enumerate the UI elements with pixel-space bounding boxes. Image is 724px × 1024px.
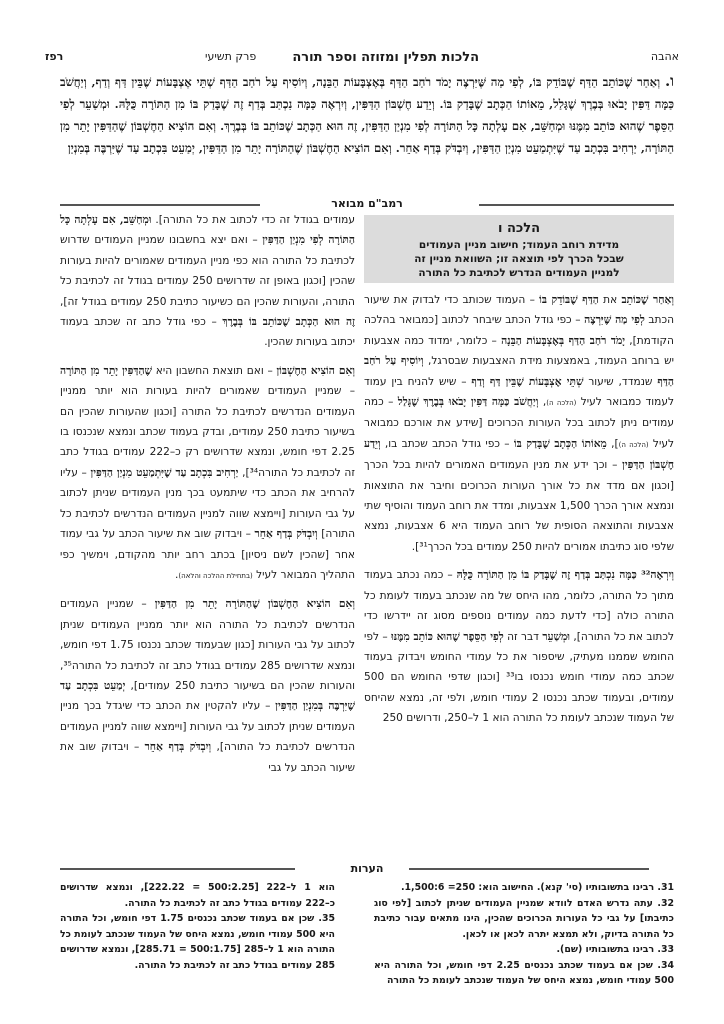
header-section: אהבה (650, 50, 679, 63)
quoted-text: וְאַחַר שֶׁכּוֹתֵב (621, 294, 674, 306)
footnote: 31. רבינו בתשובותיו (סי' קנא). החישוב הוא: 250= 1,500:6. (400, 882, 674, 893)
halacha-box-title: הלכה ו (497, 221, 541, 236)
quoted-text: וּמְחַשֵּׁב, אִם עָלְתָה כָּל הַתּוֹרָה לְפִי מִנְיַן הַדַּפִּין (60, 214, 355, 247)
notes-divider (60, 862, 674, 876)
explanation-text: . (175, 568, 179, 581)
commentary-paragraph (60, 594, 355, 778)
commentary-right-column (364, 290, 674, 729)
commentary-left-column (60, 210, 355, 778)
explanation-text: את (598, 294, 622, 306)
quoted-text: שֶׁהַדַּפִּין יָתֵר מִן הַתּוֹרָה (60, 364, 153, 377)
page-header (45, 50, 679, 66)
explanation-text: – כפי גודל הכתב שיבחר לכתוב [כמבואר בהלכה הקודמת], (364, 314, 674, 347)
explanation-text: – כמה נכתב בעמוד מתוך כל התורה, כלומר, מהו היחס של מה שנכתב בעמוד לעומת כל התורה כולה [כדי לדעת כמה עמודים נוספים מסוג זה יידרשו כדי לכתוב את כל התורה], (364, 569, 674, 643)
explanation-text: – העמוד שכותב כדי לבדוק את שיעור הכתב (364, 294, 674, 327)
subtitle-line: שבכל הכרך לפי תוצאה זו; השוואת מניין זה (414, 253, 624, 265)
header-page-number: רפז (45, 50, 64, 63)
halacha-summary-box (364, 215, 674, 283)
quoted-text: וְיוֹסִיף עַל רֹחַב הַדַּף (364, 355, 674, 388)
quoted-text: וְיִבְדֹּק בְּדַף אַחֵר (144, 741, 212, 754)
explanation-text: – כלומר, ימדוד כמה אצבעות יש ברוחב העמוד, באמצעות מידת האצבעות שבסרגל, (364, 334, 674, 368)
explanation-text: – ואם תוצאת החשבון היא (152, 364, 277, 377)
mishneh-body: וְאַחַר שֶׁכּוֹתֵב הַדַּף שֶׁבּוֹדֵק בּוֹ, לְפִי מַה שֶּׁיִּרְצֶה יָמֹד רֹחַב הַדַּף בְּאֶצְבָּעוֹת הַבֵּנָה, וְיוֹסִיף עַל רֹחַב הַדַּף שְׁתֵּי אֶצְבָּעוֹת שֶׁבֵּין דַּף וְדַף, וְיַחֲשֹׁב כַּמָּה דַּפִּין יָבֹאוּ בְּבֶרֶךְ שֶׁגָּלַל, מֵאוֹתוֹ הַכְּתָב שֶׁבָּדַק בּוֹ. וְיֵדַע חֶשְׁבּוֹן הַדַּפִּין, וְיִרְאֶה כַּמָּה נִכְתַּב בְּדַף זֶה שֶׁבָּדַק בּוֹ מִן הַתּוֹרָה כֻּלָּהּ. וּמְשַׁעֵר לְפִי הַסֵּפֶר שֶׁהוּא כּוֹתֵב מִמֶּנּוּ וּמְחַשֵּׁב, אִם עָלְתָה כָּל הַתּוֹרָה לְפִי מִנְיַן הַדַּפִּין, זֶה הוּא הַכְּתָב שֶׁכּוֹתֵב בּוֹ בְּבֶרֶךְ. וְאִם הוֹצִיא הַחֶשְׁבּוֹן שֶׁהַדַּפִּין יָתֵר מִן הַתּוֹרָה, יַרְחִיב בִּכְתָב עַד שֶׁיִּתְמַעֵט מִנְיַן הַדַּפִּין, וְיִבְדֹּק בְּדַף אַחֵר. וְאִם הוֹצִיא הַחֶשְׁבּוֹן שֶׁהַתּוֹרָה יָתֵר מִן הַדַּפִּין, יְמַעֵט בִּכְתָב עַד שֶׁיִּרְבֶּה בְּמִנְיַן (60, 75, 674, 155)
footnote: 34. שכן אם בעמוד שכתב נכנסים 2.25 דפי חומש, וכל התורה היא 500 עמודי חומש, נמצא היחס של העמוד שנכתב לעומת כל התורה (374, 959, 675, 986)
explanation-text: – שמניין העמודים שאמורים להיות בעורות הוא יותר ממניין העמודים הנדרשים לכתיבת כל התורה [וכגון שהעורות שהכין הם בשיעור כתיבת 250 עמודים, ובדק בעמוד שכתב ונמצא שנכנסו בו 2.25 דפי חומש, ונמצא שדרושים רק כ–222 עמודים בגודל כתב זה לכתיבת כל התורה³⁴], (60, 385, 355, 479)
quoted-text: וְיִרְאֶה³² כַּמָּה נִכְתַּב בְּדַף זֶה שֶׁבָּדַק בּוֹ מִן הַתּוֹרָה כֻּלָּהּ (456, 569, 674, 582)
commentary-paragraph (364, 290, 674, 557)
quoted-text: שְׁתֵּי אֶצְבָּעוֹת שֶׁבֵּין דַּף וְדַף (471, 375, 584, 388)
header-perek: פרק תשיעי (205, 50, 257, 63)
explanation-text: ], (606, 437, 619, 450)
footnote: 32. עתה נדרש האדם לוודא שמניין העמודים שניתן לכתוב [לפי סוג כתיבתו] על גבי כל העורות הכרוכים שהכין, הינו מתאים עבור כתיבת כל התורה בדיוק, ולא תמצא יתרה לכאן או לכאן. (374, 897, 674, 940)
explanation-text: – שיש להניח בין עמוד לעמוד כמבואר לעיל (364, 375, 674, 409)
subtitle-line: למניין העמודים הנדרש לכתיבת כל התורה (418, 267, 620, 279)
explanation-text: – ואם יצא בחשבונו שמניין העמודים שדרוש לכתיבת כל התורה הוא כפי מניין העמודים שאמורים להיות בעורות שהכין [וכגון באופן זה שדרושים 250 עמודים בגודל זה לכתיבת כל התורה, והעורות שהכין הם כשיעור כתיבת 250 עמודים בגודל זה], (60, 234, 355, 308)
quoted-text: וְיֵדַע חֶשְׁבּוֹן הַדַּפִּין (364, 437, 674, 472)
footnotes-left (60, 880, 335, 973)
explanation-text: – כפי גודל הכתב שכתב בו, (380, 437, 514, 450)
explanation-text: (הלכה ה) (546, 399, 577, 408)
explanation-text: – לפי החומש שממנו מעתיק, שיספור את כל עמודי החומש ויבדוק בעמוד שכתב כמה עמודי חומש נכנסו בו³³ [וכגון שדפי החומש הם 500 עמודים, ובעמוד שכתב נכנסו 2 עמודי חומש, ולפי זה, נמצא שהיחס של העמוד שנכתב לעומת כל התורה הוא 1 ל–250, ודרושים 250 (364, 630, 674, 725)
explanation-text: (בתחילת ההלכה והלאה) (178, 571, 253, 580)
halacha-box-subtitle (364, 238, 674, 280)
explanation-text: – שמניין העמודים הנדרשים לכתיבת כל התורה הוא יותר ממניין העמודים שניתן לכתוב על גבי העורות [כגון שבעמוד שכתב נכנסו 1.75 דפי חומש, ונמצא שדרושים 285 עמודים בגודל כתב זה לכתיבת כל התורה³⁵, והעורות שהכין הם בשיעור כתיבת 250 עמודים], (60, 598, 356, 692)
quoted-text: יָמֹד רֹחַב הַדַּף בְּאֶצְבָּעוֹת הַבֵּנָה (501, 334, 626, 347)
footnotes-right (374, 880, 674, 989)
commentary-paragraph (60, 361, 355, 586)
quoted-text: מֵאוֹתוֹ הַכְּתָב שֶׁבָּדַק בּוֹ (513, 437, 607, 450)
quoted-text: וְאִם הוֹצִיא הַחֶשְׁבּוֹן (276, 364, 355, 377)
quoted-text: הַדַּף שֶׁבּוֹדֵק בּוֹ (539, 294, 599, 306)
quoted-text: וְיַחֲשֹׁב כַּמָּה דַּפִּין יָבֹאוּ בְּבֶרֶךְ שֶׁגָּלַל (397, 396, 539, 409)
quoted-text: זֶה הוּא הַכְּתָב שֶׁכּוֹתֵב בּוֹ בְּבֶרֶךְ (222, 316, 356, 329)
explanation-text: – עליו להרחיב את הכתב כדי שיתמעט בכך מנין העמודים שניתן לכתוב על גבי העורות [ויימצא שווה למניין העמודים הנדרשים לכתיבת כל התורה] (60, 466, 355, 541)
commentary-paragraph (60, 210, 355, 353)
rambam-mevoar-label: רמב"ם מבואר (331, 197, 403, 210)
explanation-text: – עליו להקטין את הכתב כדי שיגדל בכך מניין העמודים שניתן לכתוב על גבי העורות [ויימצא שווה למניין העמודים הנדרשים לכתיבת כל התורה], (60, 700, 355, 754)
explanation-text: – ויבדוק שוב את שיעור הכתב על גבי (60, 741, 355, 774)
explanation-text: שנמדד, שיעור (583, 375, 658, 388)
quoted-text: יַרְחִיב בִּכְתָב עַד שֶׁיִּתְמַעֵט מִנְיַן הַדַּפִּין (90, 466, 239, 479)
mishneh-torah-text (60, 70, 674, 159)
quoted-text: וּמְשַׁעֵר (542, 630, 571, 643)
quoted-text: יְמַעֵט בִּכְתָב עַד שֶׁיִּרְבֶּה בְּמִנְיַן הַדַּפִּין (60, 679, 356, 713)
quoted-text: וְאִם הוֹצִיא הַחֶשְׁבּוֹן שֶׁהַתּוֹרָה יָתֵר מִן הַדַּפִּין (154, 598, 355, 611)
divider-line (60, 204, 260, 206)
rambam-mevoar-divider (60, 197, 674, 211)
quoted-text: לְפִי הַסֵּפֶר שֶׁהוּא כּוֹתֵב מִמֶּנּוּ (391, 630, 504, 643)
quoted-text: וְיִבְדֹּק בְּדַף אַחֵר (254, 528, 318, 541)
notes-label: הערות (350, 862, 384, 875)
explanation-text: (הלכה ה) (618, 440, 649, 449)
subtitle-line: מדידת רוחב העמוד; חישוב מניין העמודים (418, 239, 620, 251)
footnote: 33. רבינו בתשובותיו (שם). (556, 944, 674, 955)
header-title: הלכות תפלין ומזוזה וספר תורה (292, 50, 479, 65)
explanation-text: עמודים בגודל זה כדי לכתוב את כל התורה]. (151, 214, 355, 226)
explanation-text: – כמה עמודים ניתן לכתוב בכל העורות הכרוכים [שידע את אורכם כמבואר לעיל (364, 396, 674, 450)
halacha-number: ו. (664, 72, 674, 90)
explanation-text: – ויבדוק שוב את שיעור הכתב על גבי עמוד אחר [שהכין לשם ניסיון] בכתב רחב יותר מהקודם, וימשיך כפי התהליך המבואר לעיל (60, 528, 355, 581)
footnote: הוא 1 ל–222 [500:2.25 = 222.22], ונמצא שדרושים כ–222 עמודים בגודל כתב זה לכתיבת כל התורה. (60, 882, 335, 909)
footnote: 35. שכן אם בעמוד שכתב נכנסים 1.75 דפי חומש, וכל התורה היא 500 עמודי חומש, נמצא היחס של העמוד שנכתב לעומת כל התורה הוא 1 ל–285 [500:1.75 = 285.71], ונמצא שדרושים 285 עמודים בגודל כתב זה לכתיבת כל התורה. (60, 913, 335, 971)
divider-line (60, 868, 295, 870)
explanation-text: – וכך ידע את מנין העמודים האמורים להיות בכל הכרך [וכגון אם מדד את כל אורך העורות הכרוכים וחיבר את התוצאות ונמצא אורך הכרך 1,500 אצבעות, ומדד את רוחב העמוד והוסיף שתי אצבעות והתוצאה הסופית של רוחב העמוד היא 6 אצבעות, נמצא שלפי סוג כתיבתו אמורים להיות 250 עמודים בכל הכרך³¹]. (364, 459, 675, 553)
explanation-text: – כפי גודל כתב זה שכתב בעמוד יכתוב בעורות שהכין. (60, 316, 355, 349)
commentary-paragraph (364, 565, 674, 728)
quoted-text: לְפִי מַה שֶּׁיִּרְצֶה (584, 314, 645, 327)
explanation-text: , (538, 396, 547, 409)
explanation-text: דבר זה (503, 630, 543, 643)
